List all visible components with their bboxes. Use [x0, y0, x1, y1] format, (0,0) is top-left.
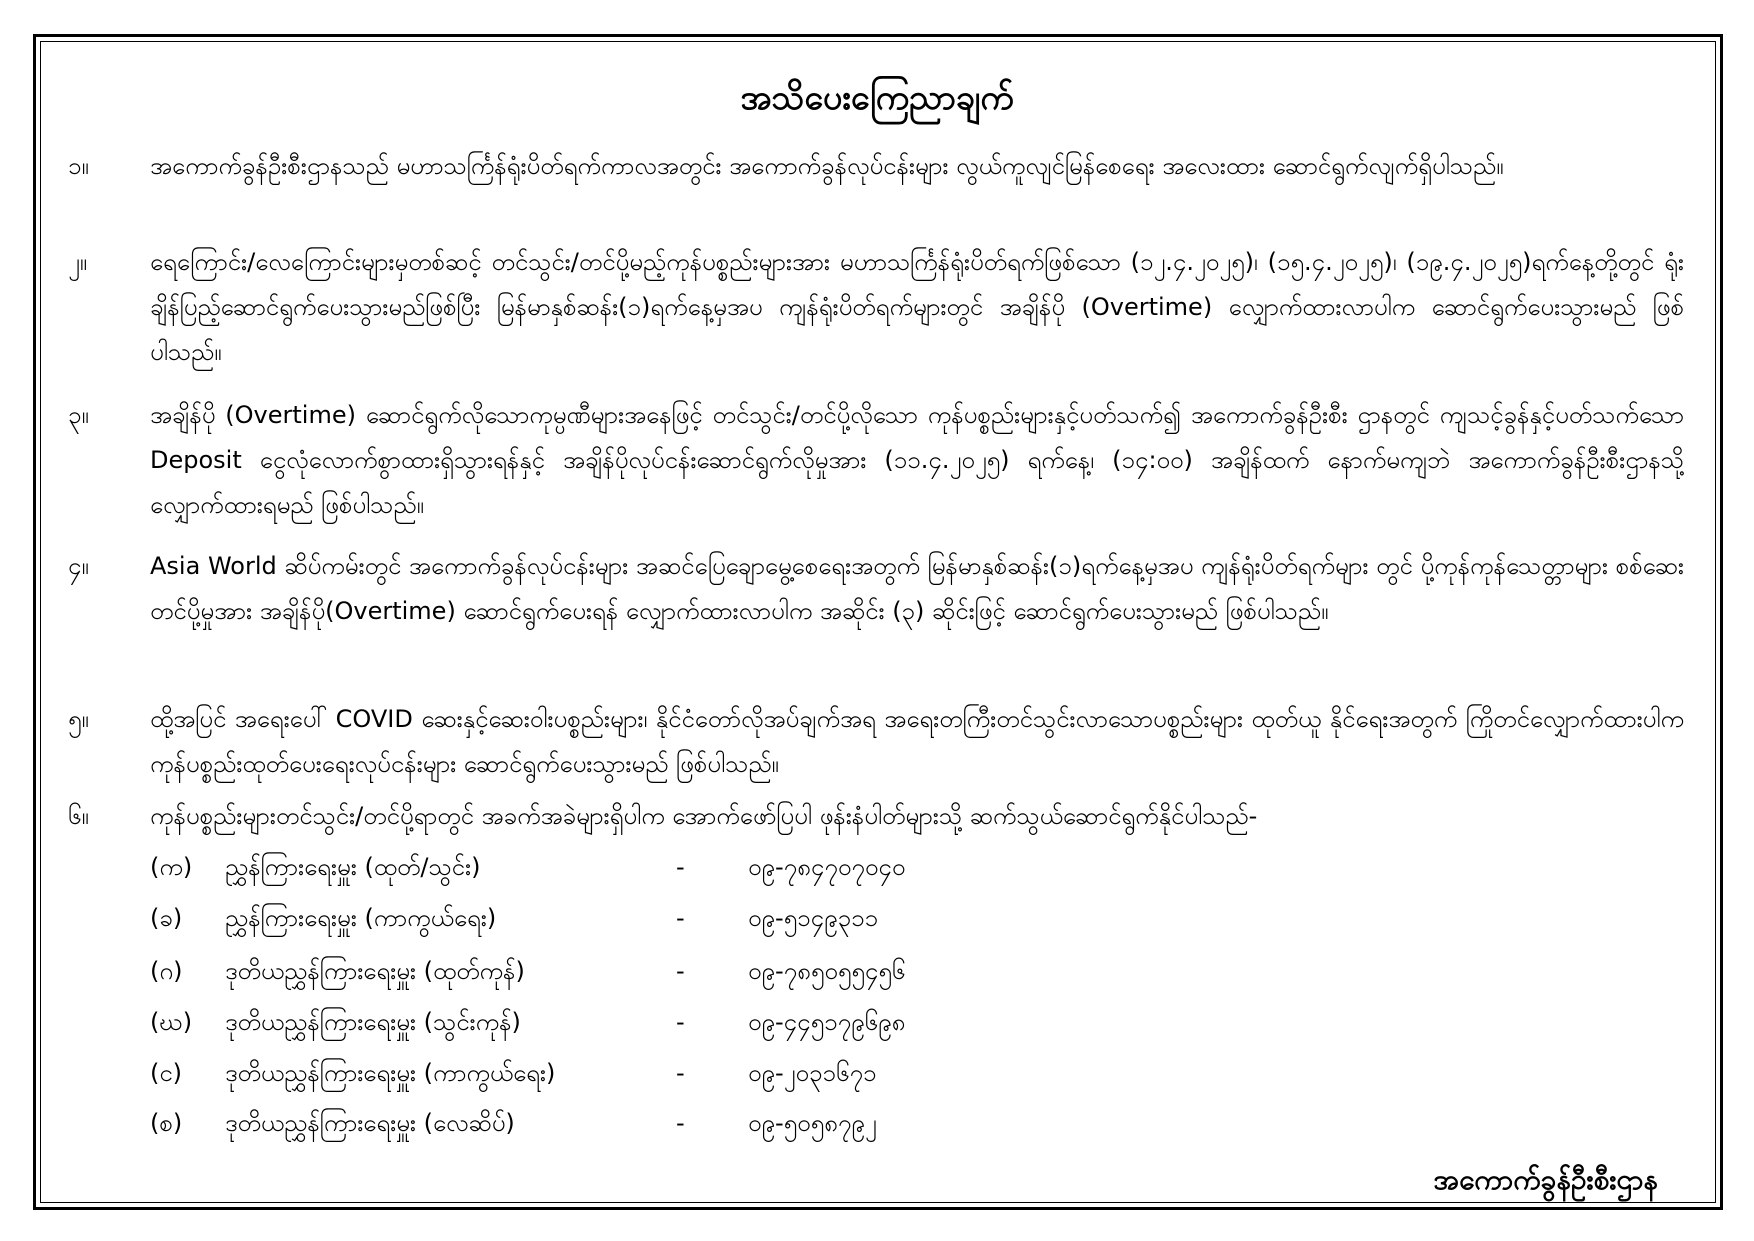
contact-letter: (စ)	[150, 1109, 183, 1137]
contact-row	[0, 896, 1754, 941]
contact-dash: -	[676, 853, 685, 881]
paragraph-number: ၄။	[68, 552, 89, 580]
contact-row	[0, 949, 1754, 994]
paragraph-number: ၆။	[68, 802, 89, 830]
paragraph-text: ထို့အပြင် အရေးပေါ် COVID ဆေးနှင့်ဆေးဝါးပစ္စည်းများ၊ နိုင်ငံတော်လိုအပ်ချက်အရ အရေးတကြီးတင်သွင်းလာသောပစ္စည်းများ ထုတ်ယူ နိုင်ရေးအတွက် ကြိုတင်လျှောက်ထားပါက ကုန်ပစ္စည်းထုတ်ပေးရေးလုပ်ငန်းများ ဆောင်ရွက်ပေးသွားမည် ဖြစ်ပါသည်။	[150, 705, 1684, 778]
paragraph-text: ကုန်ပစ္စည်းများတင်သွင်း/တင်ပို့ရာတွင် အခက်အခဲများရှိပါက အောက်ဖော်ပြပါ ဖုန်းနံပါတ်များသို့ ဆက်သွယ်ဆောင်ရွက်နိုင်ပါသည်-	[150, 802, 1258, 830]
contact-phone: ၀၉-၅၀၅၈၇၉၂	[748, 1109, 877, 1137]
contact-phone: ၀၉-၇၈၅၀၅၅၄၅၆	[748, 957, 906, 985]
contact-dash: -	[676, 957, 685, 985]
contact-title: ညွှန်ကြားရေးမှူး (ထုတ်/သွင်း)	[225, 853, 481, 881]
contact-title: ဒုတိယညွှန်ကြားရေးမှူး (ကာကွယ်ရေး)	[225, 1059, 556, 1087]
contact-phone: ၀၉-၂၀၃၁၆၇၁	[748, 1059, 877, 1087]
announcement-title: အသိပေးကြေညာချက်	[740, 78, 1014, 118]
contact-row	[0, 845, 1754, 890]
contact-phone: ၀၉-၅၁၄၉၃၁၁	[748, 904, 879, 932]
contact-letter: (ခ)	[150, 904, 183, 932]
contact-letter: (ဂ)	[150, 957, 183, 985]
contact-title: ဒုတိယညွှန်ကြားရေးမှူး (ထုတ်ကုန်)	[225, 957, 525, 985]
paragraph-text: အချိန်ပို (Overtime) ဆောင်ရွက်လိုသောကုမ္ပဏီများအနေဖြင့် တင်သွင်း/တင်ပို့လိုသော ကုန်ပစ္စည်းများနှင့်ပတ်သက်၍ အကောက်ခွန်ဦးစီး ဌာနတွင် ကျသင့်ခွန်နှင့်ပတ်သက်သော Deposit ငွေလုံလောက်စွာထားရှိသွားရန်နှင့် အချိန်ပိုလုပ်ငန်းဆောင်ရွက်လိုမှုအား (၁၁.၄.၂၀၂၅) ရက်နေ့၊ (၁၄:၀၀) အချိန်ထက် နောက်မကျဘဲ အကောက်ခွန်ဦးစီးဌာနသို့ လျှောက်ထားရမည် ဖြစ်ပါသည်။	[150, 401, 1684, 519]
paragraph-number: ၃။	[68, 401, 89, 429]
contact-phone: ၀၉-၄၄၅၁၇၉၆၉၈	[748, 1008, 906, 1036]
contact-title: ဒုတိယညွှန်ကြားရေးမှူး (လေဆိပ်)	[225, 1109, 515, 1137]
contact-dash: -	[676, 1008, 685, 1036]
contact-dash: -	[676, 1109, 685, 1137]
contact-row	[0, 1051, 1754, 1096]
paragraph-text: Asia World ဆိပ်ကမ်းတွင် အကောက်ခွန်လုပ်ငန်းများ အဆင်ပြေချောမွေ့စေရေးအတွက် မြန်မာနှစ်ဆန်း(၁)ရက်နေ့မှအပ ကျန်ရုံးပိတ်ရက်များ တွင် ပို့ကုန်ကုန်သေတ္တာများ စစ်ဆေးတင်ပို့မှုအား အချိန်ပို(Overtime) ဆောင်ရွက်ပေးရန် လျှောက်ထားလာပါက အဆိုင်း (၃) ဆိုင်းဖြင့် ဆောင်ရွက်ပေးသွားမည် ဖြစ်ပါသည်။	[150, 552, 1684, 625]
paragraph-text: ရေကြောင်း/လေကြောင်းများမှတစ်ဆင့် တင်သွင်း/တင်ပို့မည့်ကုန်ပစ္စည်းများအား မဟာသင်္ကြန်ရုံးပိတ်ရက်ဖြစ်သော (၁၂.၄.၂၀၂၅)၊ (၁၅.၄.၂၀၂၅)၊ (၁၉.၄.၂၀၂၅)ရက်နေ့တို့တွင် ရုံးချိန်ပြည့်ဆောင်ရွက်ပေးသွားမည်ဖြစ်ပြီး မြန်မာနှစ်ဆန်း(၁)ရက်နေ့မှအပ ကျန်ရုံးပိတ်ရက်များတွင် အချိန်ပို (Overtime) လျှောက်ထားလာပါက ဆောင်ရွက်ပေးသွားမည် ဖြစ်ပါသည်။	[150, 248, 1684, 366]
contact-letter: (က)	[150, 853, 193, 881]
paragraph-text: အကောက်ခွန်ဦးစီးဌာနသည် မဟာသင်္ကြန်ရုံးပိတ်ရက်ကာလအတွင်း အကောက်ခွန်လုပ်ငန်းများ လွယ်ကူလျင်မြန်စေရေး အလေးထား ဆောင်ရွက်လျက်ရှိပါသည်။	[150, 152, 1504, 180]
contact-dash: -	[676, 904, 685, 932]
issuer-signature: အကောက်ခွန်ဦးစီးဌာန	[1433, 1163, 1658, 1196]
contact-row	[0, 1000, 1754, 1045]
contact-letter: (င)	[150, 1059, 183, 1087]
paragraph-number: ၅။	[68, 705, 89, 733]
contact-title: ဒုတိယညွှန်ကြားရေးမှူး (သွင်းကုန်)	[225, 1008, 521, 1036]
contact-title: ညွှန်ကြားရေးမှူး (ကာကွယ်ရေး)	[225, 904, 497, 932]
paragraph-number: ၁။	[68, 152, 89, 180]
contact-phone: ၀၉-၇၈၄၇၀၇၀၄၀	[748, 853, 906, 881]
contact-row	[0, 1101, 1754, 1146]
contact-dash: -	[676, 1059, 685, 1087]
contact-letter: (ဃ)	[150, 1008, 193, 1036]
paragraph-number: ၂။	[68, 248, 88, 276]
